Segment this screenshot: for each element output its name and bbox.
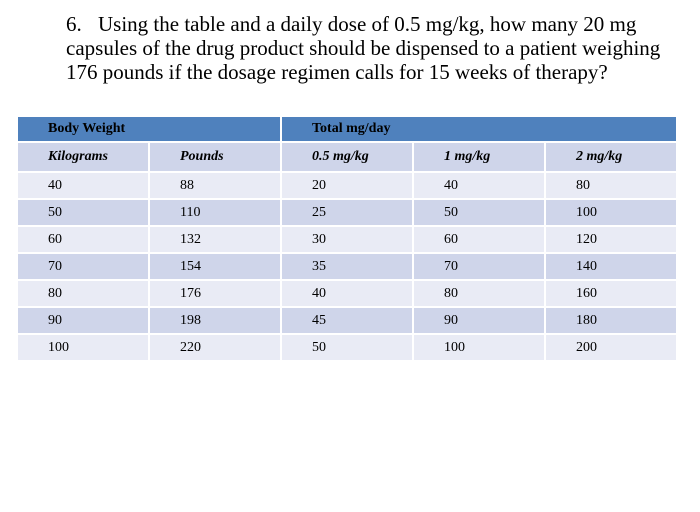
- question-number: 6.: [66, 12, 82, 36]
- table-cell: 90: [17, 307, 149, 334]
- table-cell: 132: [149, 226, 281, 253]
- table-row: [17, 307, 677, 334]
- table-cell: 80: [545, 172, 677, 199]
- table-row: [17, 280, 677, 307]
- table-cell: 50: [413, 199, 545, 226]
- column-header-half-mg-per-kg: 0.5 mg/kg: [281, 142, 413, 172]
- group-header-row: [17, 116, 677, 142]
- dosage-table: [16, 115, 678, 362]
- table-cell: 200: [545, 334, 677, 361]
- table-cell: 50: [17, 199, 149, 226]
- column-header-kilograms: Kilograms: [17, 142, 149, 172]
- table-cell: 40: [281, 280, 413, 307]
- table-cell: 100: [17, 334, 149, 361]
- table-cell: 40: [413, 172, 545, 199]
- question-body: Using the table and a daily dose of 0.5 mg/kg, how many 20 mg capsules of the drug product should be dispensed to a patient weighing 176 pounds if the dosage regimen calls for 15 weeks of therapy?: [66, 12, 661, 84]
- table-cell: 160: [545, 280, 677, 307]
- table-cell: 35: [281, 253, 413, 280]
- table-cell: 154: [149, 253, 281, 280]
- table-cell: 45: [281, 307, 413, 334]
- table-cell: 100: [545, 199, 677, 226]
- table-cell: 80: [17, 280, 149, 307]
- table-row: [17, 199, 677, 226]
- table-cell: 20: [281, 172, 413, 199]
- table-row: [17, 334, 677, 361]
- table-cell: 176: [149, 280, 281, 307]
- table-cell: 120: [545, 226, 677, 253]
- table-cell: 80: [413, 280, 545, 307]
- table-cell: 60: [17, 226, 149, 253]
- column-header-1-mg-per-kg: 1 mg/kg: [413, 142, 545, 172]
- table-cell: 30: [281, 226, 413, 253]
- table-cell: 60: [413, 226, 545, 253]
- table-cell: 25: [281, 199, 413, 226]
- table-cell: 50: [281, 334, 413, 361]
- table-cell: 220: [149, 334, 281, 361]
- question-text: [66, 12, 686, 84]
- table-cell: 70: [413, 253, 545, 280]
- body-weight-header: Body Weight: [17, 116, 281, 142]
- table-cell: 88: [149, 172, 281, 199]
- column-header-pounds: Pounds: [149, 142, 281, 172]
- table-row: [17, 172, 677, 199]
- column-header-2-mg-per-kg: 2 mg/kg: [545, 142, 677, 172]
- table-cell: 40: [17, 172, 149, 199]
- table-row: [17, 253, 677, 280]
- total-mg-per-day-header: Total mg/day: [281, 116, 677, 142]
- table-row: [17, 226, 677, 253]
- table-cell: 198: [149, 307, 281, 334]
- column-header-row: [17, 142, 677, 172]
- table-cell: 100: [413, 334, 545, 361]
- table-cell: 140: [545, 253, 677, 280]
- table-cell: 70: [17, 253, 149, 280]
- table-cell: 90: [413, 307, 545, 334]
- table-cell: 110: [149, 199, 281, 226]
- table-cell: 180: [545, 307, 677, 334]
